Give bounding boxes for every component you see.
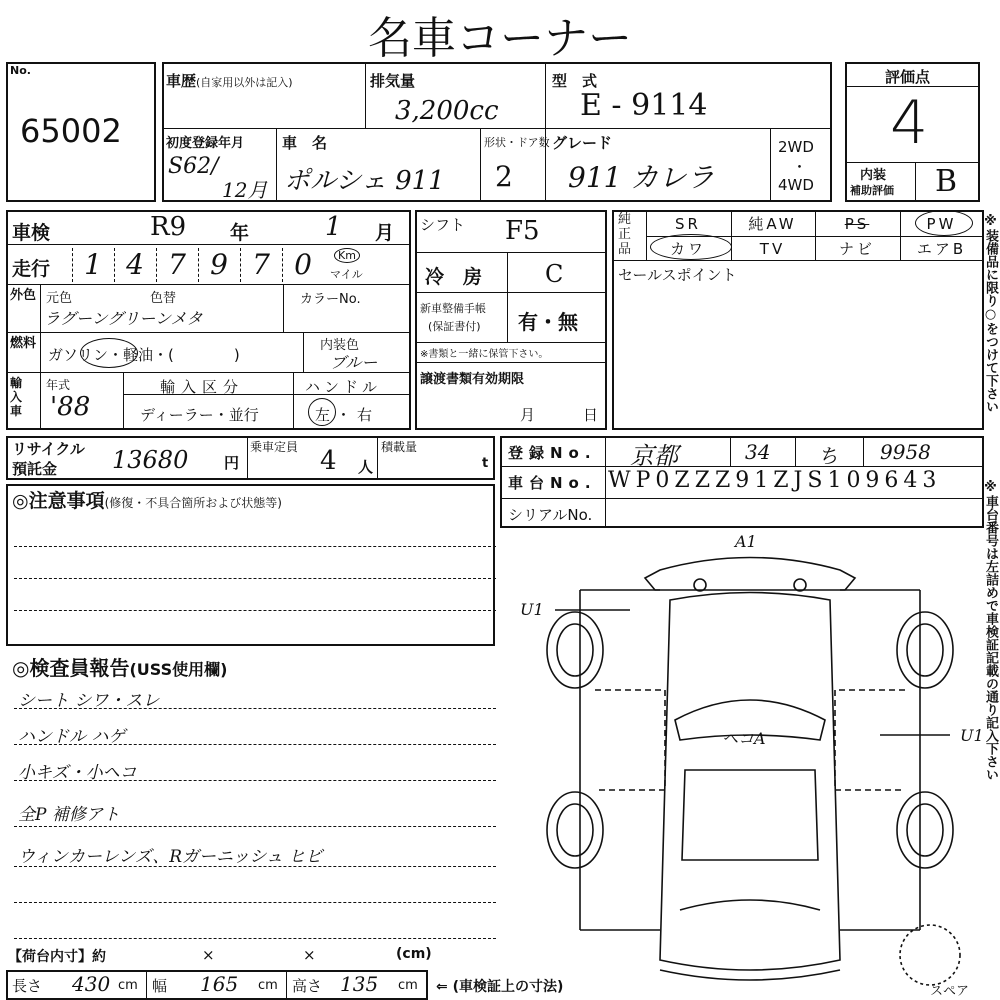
import-year-label: 年式	[46, 378, 71, 392]
lot-label: No.	[10, 64, 31, 77]
displacement-label: 排気量	[370, 72, 416, 90]
report-line-text: 小キズ・小ヘコ	[18, 763, 137, 783]
option-row2-1: TV	[759, 240, 786, 258]
side-note-options: ※装備品に限り○をつけて下さい	[983, 214, 998, 413]
dims-note: ⇐ (車検証上の寸法)	[436, 979, 564, 995]
car-name-label: 車 名	[282, 134, 328, 152]
width-label: 幅	[152, 977, 168, 995]
kawa-circle	[650, 234, 732, 260]
drive-2wd: 2WD	[778, 138, 814, 156]
recycle-unit: 円	[224, 454, 240, 472]
displacement-value: 3,200cc	[395, 96, 499, 126]
drive-4wd: 4WD	[778, 176, 814, 194]
left-hand-circle	[308, 398, 336, 426]
damage-a1: A1	[735, 532, 757, 551]
capacity-unit: 人	[358, 458, 374, 476]
registration-kana: ち	[818, 444, 838, 468]
report-line-text: シート シワ・スレ	[18, 691, 160, 711]
transfer-label: 譲渡書類有効期限	[420, 372, 525, 387]
chassis-value: WP0ZZZ91ZJS109643	[608, 468, 942, 493]
sales-point-label: セールスポイント	[618, 266, 737, 284]
load-label: 積載量	[381, 440, 418, 454]
interior-score-label2: 補助評価	[850, 184, 894, 197]
options-label: 純正品	[618, 212, 632, 257]
option-row1-3: PW	[926, 215, 957, 233]
recycle-label: リサイクル	[12, 440, 85, 458]
mileage-digit: 7	[156, 248, 197, 282]
registration-number: 9958	[880, 440, 931, 464]
capacity-value: 4	[320, 446, 337, 476]
option-row2-2: ナビ	[838, 240, 875, 258]
mileage-unit-mile: マイル	[330, 268, 363, 281]
shift-label: シフト	[420, 216, 466, 234]
pw-circle	[915, 210, 973, 236]
mileage-label: 走行	[12, 258, 51, 280]
recycle-value: 13680	[112, 446, 189, 474]
chassis-label: 車台No.	[508, 474, 597, 492]
mileage-digit: 7	[240, 248, 281, 282]
change-color-label: 色替	[150, 291, 177, 306]
spare-label: スペア	[930, 984, 970, 999]
first-reg-year: S62/	[168, 154, 219, 179]
report-line-text: ハンドル ハゲ	[18, 727, 126, 747]
handle-label: ハンドル	[305, 378, 382, 396]
interior-score-label: 内装	[860, 168, 887, 183]
shift-value: F5	[505, 216, 540, 246]
mileage-digit: 4	[114, 248, 155, 282]
transfer-month: 月	[520, 406, 536, 424]
outer-color-label: 外色	[10, 288, 37, 303]
import-division-label: 輸入区分	[160, 378, 245, 396]
cargo-x1: ×	[202, 946, 215, 964]
option-row2-3: エアB	[916, 240, 967, 258]
inspection-month: 1	[325, 212, 342, 242]
transfer-day: 日	[583, 406, 599, 424]
grade-value: 911 カレラ	[568, 161, 715, 194]
interior-score-value: B	[935, 164, 958, 199]
interior-color-label: 内装色	[320, 338, 360, 353]
length-label: 長さ	[12, 977, 43, 995]
inspection-year: R9	[150, 212, 187, 242]
car-name-value: ポルシェ 911	[284, 166, 445, 196]
length-value: 430	[72, 972, 111, 996]
width-unit: cm	[258, 978, 278, 993]
height-value: 135	[340, 972, 379, 996]
import-label: 輸入車	[10, 376, 23, 418]
option-row1-1: 純AW	[748, 215, 797, 233]
cargo-x2: ×	[303, 946, 316, 964]
model-value: E - 9114	[580, 88, 708, 123]
grade-label: グレード	[552, 134, 613, 152]
damage-u1-right: U1	[960, 726, 984, 745]
mileage-digit: 0	[282, 248, 323, 282]
serial-label: シリアルNo.	[508, 506, 593, 524]
inspection-month-unit: 月	[375, 222, 395, 244]
damage-u1-left: U1	[520, 600, 544, 619]
report-title: ◎検査員報告(USS使用欄)	[12, 656, 228, 680]
damage-roof: ヘコA	[722, 729, 766, 748]
report-lines	[0, 686, 500, 946]
shape-doors-value: 2	[495, 160, 513, 193]
height-label: 高さ	[292, 977, 323, 995]
page-title: 名車コーナー	[368, 13, 632, 64]
option-row2-0: カワ	[669, 240, 706, 258]
manual-label2: (保証書付)	[428, 320, 481, 333]
import-division: ディーラー・並行	[140, 406, 259, 424]
load-unit: t	[482, 456, 489, 471]
first-reg-label: 初度登録年月	[166, 136, 245, 151]
side-note-chassis: ※車台番号は左詰めで車検証記載の通り記入下さい	[983, 480, 998, 781]
height-unit: cm	[398, 978, 418, 993]
recycle-label2: 預託金	[12, 460, 58, 478]
aircon-value: C	[545, 260, 564, 288]
registration-class: 34	[745, 440, 771, 464]
aircon-label: 冷 房	[425, 266, 483, 288]
model-label: 型 式	[552, 72, 598, 90]
lot-number: 65002	[20, 112, 122, 150]
report-line-text: 全P 補修アト	[18, 805, 120, 825]
score-label: 評価点	[885, 68, 931, 86]
registration-area: 京都	[630, 442, 678, 470]
mileage-unit-km: Km	[334, 248, 360, 263]
report-line-text: ウィンカーレンズ、Rガーニッシュ ヒビ	[18, 847, 323, 867]
first-reg-month: 12月	[222, 178, 268, 202]
drive-sep: ・	[792, 158, 808, 176]
mileage-digit: 1	[72, 248, 113, 282]
cargo-unit: (cm)	[396, 946, 432, 962]
shape-doors-label: 形状・ドア数	[484, 136, 550, 149]
mileage-digits	[72, 248, 322, 282]
registration-label: 登録No.	[508, 444, 597, 462]
inspection-label: 車検	[12, 222, 51, 244]
length-unit: cm	[118, 978, 138, 993]
handle-value: 左・右	[315, 406, 379, 424]
fuel-options: ガソリン・軽油・( )	[48, 346, 240, 364]
outer-color-value: ラグーングリーンメタ	[44, 309, 203, 328]
manual-label: 新車整備手帳	[420, 302, 486, 315]
color-code-label: カラーNo.	[300, 292, 361, 307]
width-value: 165	[200, 972, 239, 996]
gasoline-circle	[80, 338, 138, 368]
score-value: 4	[890, 88, 929, 158]
cargo-label: 【荷台内寸】約	[8, 949, 106, 965]
import-year: '88	[50, 392, 91, 422]
car-diagram	[500, 530, 1000, 1000]
manual-value: 有・無	[518, 310, 578, 334]
capacity-label: 乗車定員	[250, 440, 299, 454]
interior-color-value: ブルー	[330, 353, 378, 372]
fuel-label: 燃料	[10, 336, 37, 351]
manual-note: ※書類と一緒に保管下さい。	[420, 349, 549, 360]
history-label: 車歴(自家用以外は記入)	[166, 72, 293, 90]
original-color-label: 元色	[46, 291, 73, 306]
mileage-digit: 9	[198, 248, 239, 282]
inspection-year-unit: 年	[230, 222, 250, 244]
option-row1-0: SR	[675, 215, 701, 233]
notes-title: ◎注意事項(修復・不具合箇所および状態等)	[12, 490, 282, 512]
option-row1-2: PS	[844, 215, 870, 233]
